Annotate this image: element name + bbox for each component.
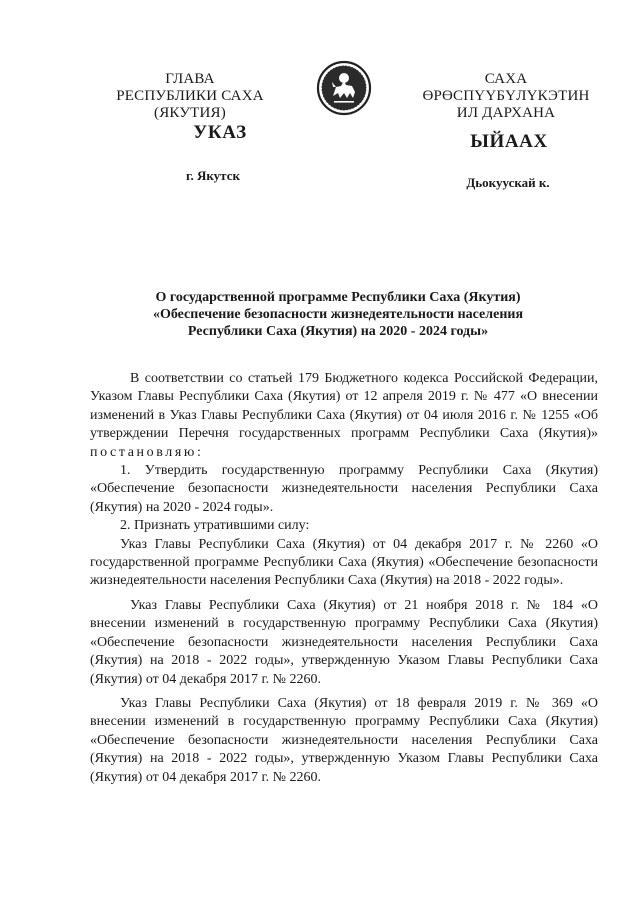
coat-of-arms-emblem <box>316 60 372 116</box>
header-right-line2: ИЛ ДАРХАНА <box>456 105 556 121</box>
document-title <box>118 289 558 340</box>
title-line3: Республики Саха (Якутия) на 2020 - 2024 годы» <box>187 324 489 339</box>
doc-type-left: УКАЗ <box>193 122 247 143</box>
paragraph-repeal-2: Указ Главы Республики Саха (Якутия) от 21 ноября 2018 г. № 184 «О внесении изменений в государственную программу Республики Саха (Якутия) «Обеспечение безопасности жизнедеятельности населения Республики Саха (Якутия) на 2018 - 2022 годы», утвержденную Указом Главы Республики Саха (Якутия) от 04 декабря 2017 г. № 2260. <box>90 597 598 687</box>
header-right-block <box>400 71 612 122</box>
preamble-text: В соответствии со статьей 179 Бюджетного кодекса Российской Федерации, Указом Главы Республики Саха (Якутия) от 12 апреля 2019 г. № 477 «О внесении изменений в Указ Главы Республики Саха (Якутия) от 04 июля 2016 г. № 1255 «Об утверждении Перечня государственных программ Республики Саха (Якутия)» <box>90 371 598 442</box>
coat-of-arms-icon <box>316 60 372 116</box>
resolve-phrase: постановляю: <box>90 444 204 460</box>
city-right: Дьокуускай к. <box>466 175 550 190</box>
header-right-line1: САХА ӨРӨСПҮҮБҮЛҮКЭТИН <box>422 71 590 104</box>
title-line1: О государственной программе Республики Саха (Якутия) <box>155 290 521 305</box>
title-line2: «Обеспечение безопасности жизнедеятельности населения <box>152 307 524 322</box>
doc-type-right: ЫЙААХ <box>470 131 548 152</box>
header-left-line1: ГЛАВА <box>165 71 215 87</box>
paragraph-repeal-3: Указ Главы Республики Саха (Якутия) от 18 февраля 2019 г. № 369 «О внесении изменений в государственную программу Республики Саха (Якутия) «Обеспечение безопасности жизнедеятельности населения Республики Саха (Якутия) на 2018 - 2022 годы», утвержденную Указом Главы Республики Саха (Якутия) от 04 декабря 2017 г. № 2260. <box>90 695 598 785</box>
header-left-line2: РЕСПУБЛИКИ САХА (ЯКУТИЯ) <box>116 88 264 121</box>
preamble-paragraph <box>90 370 598 462</box>
paragraph-item-2: 2. Признать утратившими силу: <box>120 518 310 534</box>
document-body <box>90 370 598 787</box>
paragraph-item-1: 1. Утвердить государственную программу Республики Саха (Якутия) «Обеспечение безопасности жизнедеятельности населения Республики Саха (Якутия) на 2020 - 2024 годы». <box>90 463 598 515</box>
header-left-block <box>84 71 296 122</box>
paragraph-repeal-1: Указ Главы Республики Саха (Якутия) от 04 декабря 2017 г. № 2260 «О государственной программе Республики Саха (Якутия) «Обеспечение безопасности жизнедеятельности населения Республики Саха (Якутия) на 2018 - 2022 годы». <box>90 536 598 589</box>
city-left: г. Якутск <box>186 168 240 183</box>
